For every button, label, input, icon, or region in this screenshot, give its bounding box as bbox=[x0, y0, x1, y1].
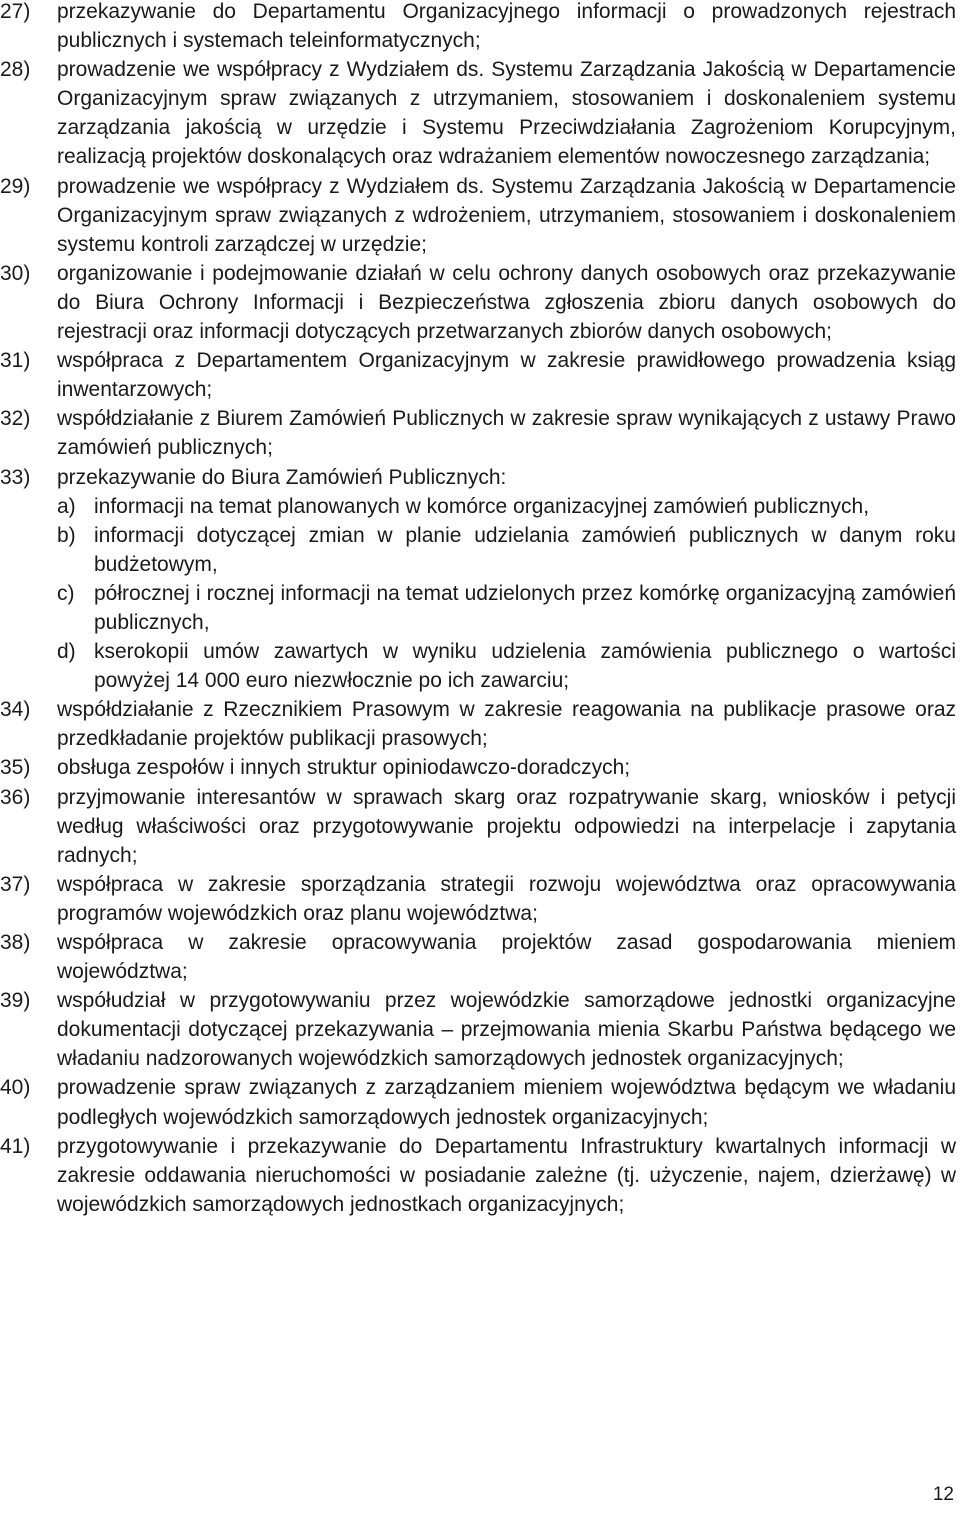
sub-item-text: kserokopii umów zawartych w wyniku udzielenia zamówienia publicznego o wartości powyżej 14 000 euro niezwłocznie po ich zawarciu; bbox=[94, 640, 956, 693]
sub-item-text: informacji na temat planowanych w komórce organizacyjnej zamówień publicznych, bbox=[94, 494, 870, 518]
sub-list-item bbox=[57, 579, 956, 637]
sub-item-letter: d) bbox=[57, 640, 76, 664]
item-number: 35) bbox=[0, 756, 31, 780]
item-text: organizowanie i podejmowanie działań w celu ochrony danych osobowych oraz przekazywanie do Biura Ochrony Informacji i Bezpieczeństwa zgłoszenia zbioru danych osobowych do rejestracji oraz informacji dotyczących przetwarzanych zbiorów danych osobowych; bbox=[57, 261, 956, 344]
item-number: 40) bbox=[0, 1076, 31, 1100]
item-text: przygotowywanie i przekazywanie do Departamentu Infrastruktury kwartalnych informacji w zakresie oddawania nieruchomości w posiadanie zależne (tj. użyczenie, najem, dzierżawę) w wojewódzkich samorządowych jednostkach organizacyjnych; bbox=[57, 1134, 956, 1216]
list-item bbox=[0, 753, 956, 782]
list-item bbox=[0, 172, 956, 259]
sub-item-text: półrocznej i rocznej informacji na temat udzielonych przez komórkę organizacyjną zamówień publicznych, bbox=[94, 581, 956, 634]
item-text: przyjmowanie interesantów w sprawach skarg oraz rozpatrywanie skarg, wniosków i petycji według właściwości oraz przygotowywanie projektu odpowiedzi na interpelacje i zapytania radnych; bbox=[57, 785, 956, 867]
sub-list-item bbox=[57, 637, 956, 695]
sub-item-letter: a) bbox=[57, 494, 76, 518]
item-number: 37) bbox=[0, 872, 31, 896]
sub-item-letter: c) bbox=[57, 581, 75, 605]
sub-list-item bbox=[57, 492, 956, 521]
page-number: 12 bbox=[932, 1484, 954, 1505]
list-item bbox=[0, 870, 956, 928]
item-text: przekazywanie do Biura Zamówień Publicznych: bbox=[57, 465, 507, 489]
item-number: 36) bbox=[0, 785, 31, 809]
item-text: obsługa zespołów i innych struktur opiniodawczo-doradczych; bbox=[57, 756, 631, 780]
item-text: współudział w przygotowywaniu przez wojewódzkie samorządowe jednostki organizacyjne dokumentacji dotyczącej przekazywania – przejmowania mienia Skarbu Państwa będącego we władaniu nadzorowanych wojewódzkich samorządowych jednostek organizacyjnych; bbox=[57, 989, 956, 1071]
item-number: 32) bbox=[0, 407, 31, 431]
item-number: 34) bbox=[0, 698, 31, 722]
item-number: 33) bbox=[0, 465, 31, 489]
item-text: współdziałanie z Rzecznikiem Prasowym w zakresie reagowania na publikacje prasowe oraz przedkładanie projektów publikacji prasowych; bbox=[57, 698, 956, 751]
item-number: 29) bbox=[0, 174, 31, 198]
list-item bbox=[0, 1073, 956, 1131]
list-item bbox=[0, 0, 956, 55]
item-text: współpraca z Departamentem Organizacyjnym w zakresie prawidłowego prowadzenia ksiąg inwentarzowych; bbox=[57, 349, 956, 402]
item-text: prowadzenie we współpracy z Wydziałem ds. Systemu Zarządzania Jakością w Departamencie Organizacyjnym spraw związanych z wdrożeniem, utrzymaniem, stosowaniem i doskonaleniem systemu kontroli zarządczej w urzędzie; bbox=[57, 174, 956, 256]
list-item bbox=[0, 404, 956, 462]
item-number: 27) bbox=[0, 0, 31, 23]
list-item bbox=[0, 259, 956, 346]
item-text: prowadzenie we współpracy z Wydziałem ds. Systemu Zarządzania Jakością w Departamencie Organizacyjnym spraw związanych z utrzymaniem, stosowaniem i doskonaleniem systemu zarządzania jakością w urzędzie i Systemu Przeciwdziałania Zagrożeniom Korupcyjnym, realizacją projektów doskonalących oraz wdrażaniem elementów nowoczesnego zarządzania; bbox=[57, 58, 956, 169]
list-item bbox=[0, 928, 956, 986]
item-number: 28) bbox=[0, 58, 31, 82]
item-text: współpraca w zakresie sporządzania strategii rozwoju województwa oraz opracowywania programów wojewódzkich oraz planu województwa; bbox=[57, 872, 956, 925]
list-item bbox=[0, 55, 956, 171]
sub-list-item bbox=[57, 521, 956, 579]
list-item bbox=[0, 346, 956, 404]
item-text: prowadzenie spraw związanych z zarządzaniem mieniem województwa będącym we władaniu podległych wojewódzkich samorządowych jednostek organizacyjnych; bbox=[57, 1076, 956, 1129]
item-number: 38) bbox=[0, 931, 31, 954]
sub-item-letter: b) bbox=[57, 523, 76, 547]
list-item bbox=[0, 463, 956, 696]
item-text: współdziałanie z Biurem Zamówień Publicznych w zakresie spraw wynikających z ustawy Prawo zamówień publicznych; bbox=[57, 407, 956, 460]
list-item bbox=[0, 783, 956, 870]
item-number: 30) bbox=[0, 261, 31, 285]
item-text: przekazywanie do Departamentu Organizacyjnego informacji o prowadzonych rejestrach publicznych i systemach teleinformatycznych; bbox=[57, 0, 956, 53]
list-item bbox=[0, 986, 956, 1073]
item-number: 31) bbox=[0, 349, 31, 373]
item-number: 39) bbox=[0, 989, 31, 1013]
sub-item-text: informacji dotyczącej zmian w planie udzielania zamówień publicznych w danym roku budżetowym, bbox=[94, 523, 956, 576]
list-item bbox=[0, 695, 956, 753]
item-number: 41) bbox=[0, 1134, 31, 1158]
list-item bbox=[0, 1132, 956, 1219]
item-text: współpraca w zakresie opracowywania projektów zasad gospodarowania mieniem województwa; bbox=[57, 931, 956, 984]
